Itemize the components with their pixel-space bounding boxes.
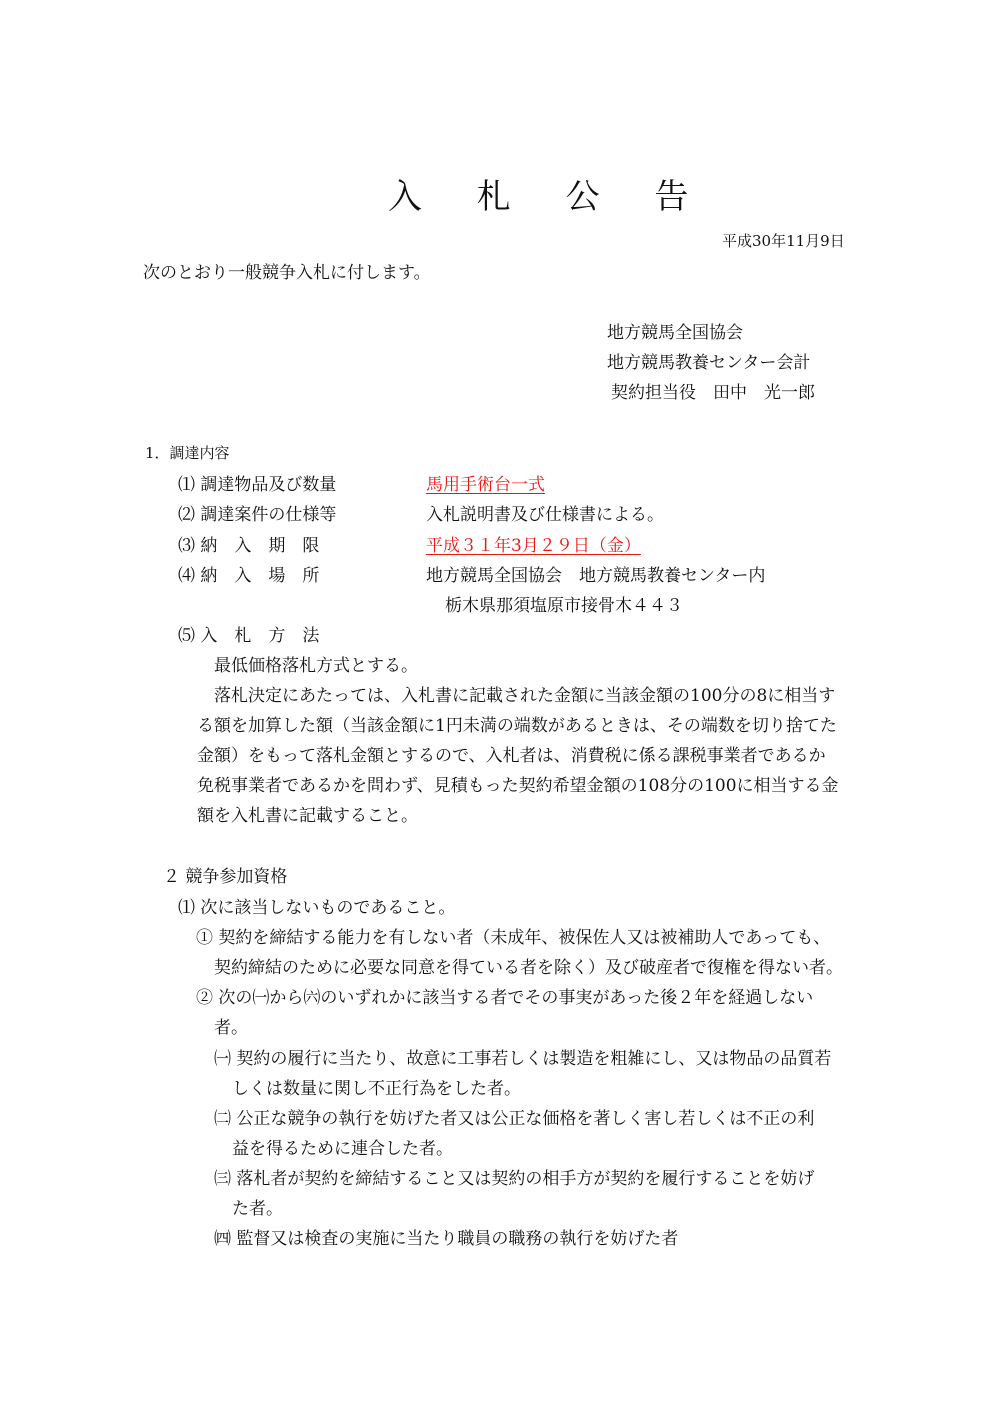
item5-paragraph-line: 落札決定にあたっては、入札書に記載された金額に当該金額の100分の8に相当す [214, 686, 836, 706]
item5-paragraph-line: 免税事業者であるかを問わず、見積もった契約希望金額の108分の100に相当する金 [197, 776, 839, 796]
item1-value: 馬用手術台一式 [426, 475, 545, 495]
condition2-line: ② 次の㈠から㈥のいずれかに該当する者でその事実があった後２年を経過しない [196, 988, 814, 1008]
notice-date: 平成30年11月9日 [722, 232, 845, 250]
subcondition-b-line: ㈡ 公正な競争の執行を妨げた者又は公正な価格を著しく害し若しくは不正の利 [214, 1109, 815, 1129]
issuer-dept: 地方競馬教養センター会計 [607, 353, 811, 373]
item4-address: 栃木県那須塩原市接骨木４４３ [445, 596, 683, 616]
page-title: 入 札 公 告 [388, 177, 711, 217]
item4-value: 地方競馬全国協会 地方競馬教養センター内 [426, 566, 766, 586]
subcondition-c-line: ㈢ 落札者が契約を締結すること又は契約の相手方が契約を履行することを妨げ [214, 1169, 815, 1189]
item5-paragraph-line: 額を入札書に記載すること。 [197, 806, 418, 826]
section1-heading: 1．調達内容 [145, 444, 230, 462]
subcondition-a-line: ㈠ 契約の履行に当たり、故意に工事若しくは製造を粗雑にし、又は物品の品質若 [214, 1049, 832, 1069]
subcondition-d-line: ㈣ 監督又は検査の実施に当たり職員の職務の執行を妨げた者 [214, 1229, 679, 1249]
section2-sub1: ⑴ 次に該当しないものであること。 [178, 898, 456, 918]
item3-value: 平成３１年3月２９日（金） [426, 536, 641, 556]
subcondition-c-line: た者。 [232, 1199, 283, 1219]
issuer-officer: 契約担当役 田中 光一郎 [611, 383, 815, 403]
intro-text: 次のとおり一般競争入札に付します。 [143, 263, 431, 283]
subcondition-b-line: 益を得るために連合した者。 [232, 1139, 453, 1159]
condition1-line: ① 契約を締結する能力を有しない者（未成年、被保佐人又は被補助人であっても、 [196, 928, 831, 948]
item5-paragraph-line: 金額）をもって落札金額とするので、入札者は、消費税に係る課税事業者であるか [197, 746, 826, 766]
condition2-line: 者。 [214, 1018, 248, 1038]
issuer-org: 地方競馬全国協会 [607, 323, 743, 343]
item2-value: 入札説明書及び仕様書による。 [426, 505, 664, 525]
item4-label: ⑷ 納 入 場 所 [178, 566, 320, 586]
item2-label: ⑵ 調達案件の仕様等 [178, 505, 337, 525]
item5-paragraph-line: る額を加算した額（当該金額に1円未満の端数があるときは、その端数を切り捨てた [197, 716, 837, 736]
subcondition-a-line: しくは数量に関し不正行為をした者。 [232, 1079, 521, 1099]
section2-heading: ２ 競争参加資格 [163, 867, 288, 887]
item5-method: 最低価格落札方式とする。 [214, 656, 418, 676]
item1-label: ⑴ 調達物品及び数量 [178, 475, 337, 495]
item5-label: ⑸ 入 札 方 法 [178, 626, 320, 646]
condition1-line: 契約締結のために必要な同意を得ている者を除く）及び破産者で復権を得ない者。 [214, 958, 843, 978]
item3-label: ⑶ 納 入 期 限 [178, 536, 320, 556]
